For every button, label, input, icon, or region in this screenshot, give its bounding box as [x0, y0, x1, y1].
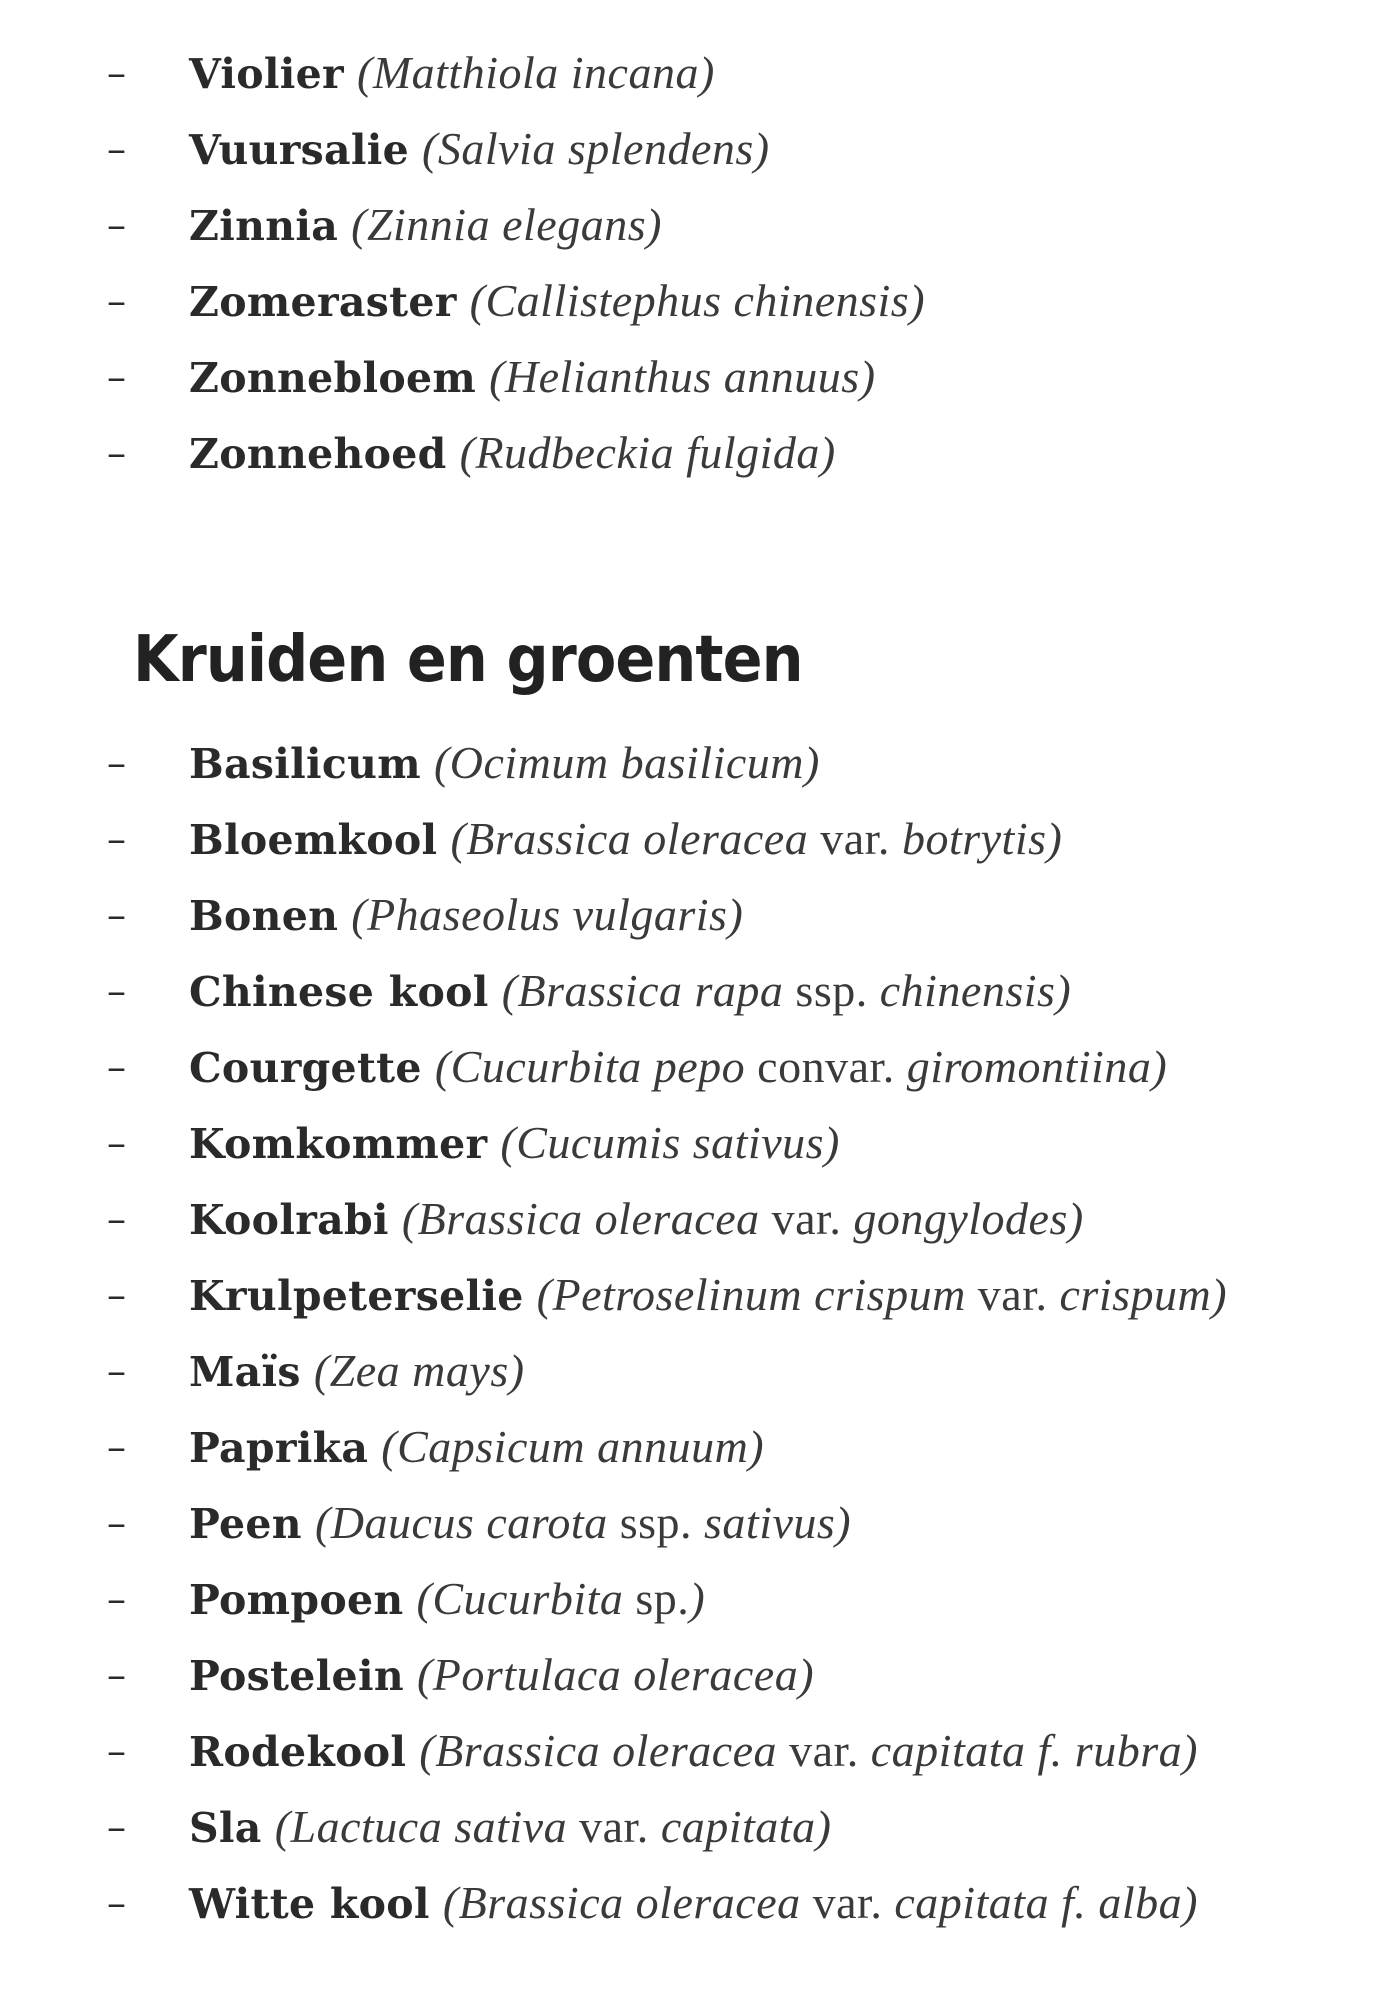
scientific-name-italic-part: (Salvia splendens) — [422, 123, 770, 174]
plant-entry — [189, 1113, 840, 1174]
scientific-name-rank: var. — [777, 1725, 871, 1776]
scientific-name-italic-part: giromontiina) — [906, 1041, 1168, 1092]
list-item — [0, 1417, 1400, 1493]
plant-entry — [189, 1417, 764, 1478]
scientific-name-italic-part: (Capsicum annuum) — [381, 1421, 765, 1472]
plant-entry — [189, 733, 820, 794]
scientific-name — [417, 1649, 814, 1700]
scientific-name-italic-part: capitata f. rubra) — [870, 1725, 1198, 1776]
plant-entry — [189, 1265, 1227, 1326]
scientific-name-rank: var. — [808, 813, 902, 864]
scientific-name-italic-part: ) — [689, 1573, 706, 1624]
common-name: Courgette — [189, 1044, 422, 1092]
common-name: Sla — [189, 1804, 262, 1852]
list-bullet: – — [107, 1349, 126, 1393]
list-item — [0, 1873, 1400, 1949]
plant-entry — [189, 1873, 1198, 1934]
plant-entry — [189, 809, 1062, 870]
plant-entry — [189, 961, 1071, 1022]
plant-entry — [189, 347, 876, 408]
list-bullet: – — [107, 1653, 126, 1697]
scientific-name — [357, 47, 715, 98]
list-bullet: – — [107, 741, 126, 785]
common-name: Witte kool — [189, 1880, 430, 1928]
scientific-name-italic-part: (Lactuca sativa — [274, 1801, 568, 1852]
list-bullet: – — [107, 279, 126, 323]
common-name: Vuursalie — [189, 126, 409, 174]
list-item — [0, 961, 1400, 1037]
common-name: Violier — [189, 50, 344, 98]
scientific-name-rank: sp. — [623, 1573, 690, 1624]
scientific-name-italic-part: (Helianthus annuus) — [489, 351, 876, 402]
list-bullet: – — [107, 1425, 126, 1469]
list-item — [0, 271, 1400, 347]
scientific-name — [275, 1801, 832, 1852]
scientific-name — [435, 1041, 1167, 1092]
scientific-name — [417, 1573, 706, 1624]
scientific-name-rank: ssp. — [607, 1497, 705, 1548]
plant-entry — [189, 1341, 525, 1402]
scientific-name-italic-part: (Brassica oleracea — [419, 1725, 778, 1776]
common-name: Zonnebloem — [189, 354, 477, 402]
scientific-name-italic-part: botrytis) — [901, 813, 1063, 864]
list-item — [0, 119, 1400, 195]
plant-entry — [189, 1569, 705, 1630]
plant-entry — [189, 195, 662, 256]
scientific-name-italic-part: (Callistephus chinensis) — [469, 275, 926, 326]
plant-entry — [189, 43, 715, 104]
scientific-name — [460, 427, 836, 478]
scientific-name-italic-part: (Rudbeckia fulgida) — [459, 427, 836, 478]
flower-list — [0, 43, 1400, 499]
scientific-name-italic-part: (Petroselinum crispum — [536, 1269, 966, 1320]
plant-entry — [189, 1797, 831, 1858]
common-name: Maïs — [189, 1348, 301, 1396]
plant-entry — [189, 1493, 851, 1554]
common-name: Zinnia — [189, 202, 339, 250]
scientific-name-rank: var. — [800, 1877, 895, 1928]
list-bullet: – — [107, 1197, 126, 1241]
list-item — [0, 1797, 1400, 1873]
common-name: Bonen — [189, 892, 339, 940]
scientific-name — [450, 813, 1062, 864]
scientific-name — [314, 1345, 525, 1396]
scientific-name-italic-part: (Zea mays) — [313, 1345, 525, 1396]
section-title: Kruiden en groenten — [133, 623, 803, 697]
common-name: Bloemkool — [189, 816, 438, 864]
common-name: Zonnehoed — [189, 430, 447, 478]
scientific-name — [381, 1421, 764, 1472]
plant-entry — [189, 885, 743, 946]
scientific-name-italic-part: capitata) — [660, 1801, 832, 1852]
common-name: Koolrabi — [189, 1196, 389, 1244]
common-name: Chinese kool — [189, 968, 489, 1016]
scientific-name — [502, 965, 1072, 1016]
common-name: Pompoen — [189, 1576, 404, 1624]
list-item — [0, 1721, 1400, 1797]
plant-entry — [189, 119, 770, 180]
scientific-name-rank: var. — [965, 1269, 1060, 1320]
scientific-name-italic-part: (Cucumis sativus) — [500, 1117, 840, 1168]
scientific-name — [537, 1269, 1227, 1320]
scientific-name — [351, 889, 743, 940]
common-name: Peen — [189, 1500, 302, 1548]
scientific-name — [351, 199, 662, 250]
scientific-name — [419, 1725, 1198, 1776]
list-item — [0, 195, 1400, 271]
list-item — [0, 347, 1400, 423]
list-item — [0, 423, 1400, 499]
scientific-name — [443, 1877, 1198, 1928]
common-name: Basilicum — [189, 740, 421, 788]
common-name: Postelein — [189, 1652, 404, 1700]
scientific-name-rank: ssp. — [783, 965, 880, 1016]
list-bullet: – — [107, 127, 126, 171]
list-bullet: – — [107, 203, 126, 247]
plant-entry — [189, 423, 836, 484]
scientific-name-italic-part: chinensis) — [879, 965, 1072, 1016]
list-bullet: – — [107, 1881, 126, 1925]
scientific-name-italic-part: (Cucurbita pepo — [434, 1041, 746, 1092]
scientific-name-italic-part: (Brassica rapa — [501, 965, 784, 1016]
list-item — [0, 1341, 1400, 1417]
list-bullet: – — [107, 1501, 126, 1545]
scientific-name-italic-part: (Brassica oleracea — [401, 1193, 760, 1244]
scientific-name — [434, 737, 820, 788]
scientific-name-rank: convar. — [745, 1041, 907, 1092]
plant-entry — [189, 1721, 1198, 1782]
scientific-name — [489, 351, 875, 402]
plant-entry — [189, 1037, 1167, 1098]
common-name: Rodekool — [189, 1728, 407, 1776]
scientific-name-italic-part: (Brassica oleracea — [450, 813, 809, 864]
list-item — [0, 1113, 1400, 1189]
scientific-name-italic-part: (Brassica oleracea — [442, 1877, 801, 1928]
list-bullet: – — [107, 355, 126, 399]
list-bullet: – — [107, 1273, 126, 1317]
scientific-name — [402, 1193, 1084, 1244]
scientific-name-italic-part: crispum) — [1059, 1269, 1228, 1320]
scientific-name-italic-part: (Ocimum basilicum) — [433, 737, 820, 788]
scientific-name — [422, 123, 770, 174]
list-bullet: – — [107, 817, 126, 861]
scientific-name-italic-part: (Daucus carota — [314, 1497, 608, 1548]
scientific-name-italic-part: (Phaseolus vulgaris) — [351, 889, 744, 940]
plant-entry — [189, 1645, 814, 1706]
scientific-name-italic-part: (Zinnia elegans) — [351, 199, 662, 250]
common-name: Zomeraster — [189, 278, 457, 326]
common-name: Krulpeterselie — [189, 1272, 524, 1320]
list-item — [0, 1645, 1400, 1721]
list-bullet: – — [107, 1805, 126, 1849]
scientific-name-rank: var. — [759, 1193, 854, 1244]
scientific-name-italic-part: (Cucurbita — [416, 1573, 624, 1624]
list-bullet: – — [107, 1729, 126, 1773]
list-bullet: – — [107, 51, 126, 95]
common-name: Paprika — [189, 1424, 369, 1472]
list-item — [0, 809, 1400, 885]
scientific-name — [470, 275, 925, 326]
list-item — [0, 1569, 1400, 1645]
scientific-name-rank: var. — [567, 1801, 661, 1852]
scientific-name-italic-part: (Portulaca oleracea) — [416, 1649, 815, 1700]
list-bullet: – — [107, 1121, 126, 1165]
list-item — [0, 1493, 1400, 1569]
herbs-vegetables-list — [0, 733, 1400, 1949]
list-item — [0, 733, 1400, 809]
list-bullet: – — [107, 431, 126, 475]
list-item — [0, 885, 1400, 961]
plant-entry — [189, 1189, 1084, 1250]
scientific-name-italic-part: sativus) — [704, 1497, 852, 1548]
common-name: Komkommer — [189, 1120, 488, 1168]
list-item — [0, 43, 1400, 119]
list-bullet: – — [107, 893, 126, 937]
scientific-name-italic-part: (Matthiola incana) — [357, 47, 715, 98]
list-item — [0, 1037, 1400, 1113]
list-item — [0, 1265, 1400, 1341]
plant-entry — [189, 271, 925, 332]
scientific-name-italic-part: gongylodes) — [853, 1193, 1084, 1244]
scientific-name — [500, 1117, 839, 1168]
list-bullet: – — [107, 969, 126, 1013]
scientific-name-italic-part: capitata f. alba) — [894, 1877, 1198, 1928]
list-bullet: – — [107, 1577, 126, 1621]
list-item — [0, 1189, 1400, 1265]
scientific-name — [315, 1497, 851, 1548]
list-bullet: – — [107, 1045, 126, 1089]
